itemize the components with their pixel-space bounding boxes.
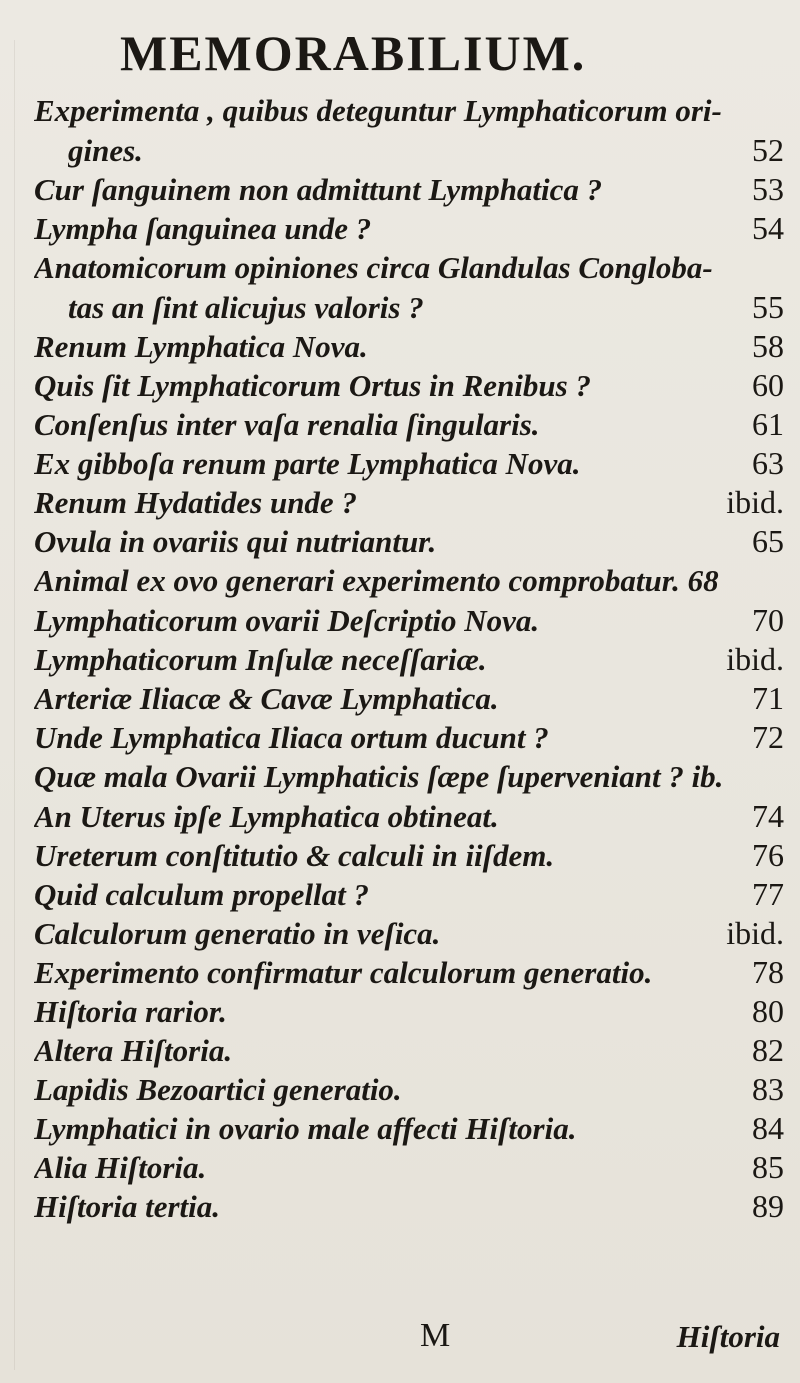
running-head: MEMORABILIUM. (120, 25, 587, 81)
page-edge-shadow (14, 40, 15, 1370)
entry-page: 55 (752, 289, 784, 325)
index-entry (34, 561, 784, 601)
index-entry (34, 405, 784, 444)
entry-page: 85 (752, 1149, 784, 1185)
entry-title: Ureterum conſtitutio & calculi in iiſdem. (34, 838, 555, 873)
index-entry (34, 797, 784, 836)
catchword: Hiſtoria (676, 1319, 780, 1354)
entry-title: Experimenta , quibus deteguntur Lymphaticorum ori- (34, 93, 722, 128)
entry-title: Ex gibboſa renum parte Lymphatica Nova. (34, 446, 581, 481)
index-entry (34, 718, 784, 757)
entry-page: ibid. (726, 484, 784, 520)
entry-title: Lapidis Bezoartici generatio. (34, 1072, 402, 1107)
entry-title: Hiſtoria tertia. (34, 1189, 220, 1224)
entry-page: 77 (752, 876, 784, 912)
entry-title: Calculorum generatio in veſica. (34, 916, 441, 951)
entry-title: Lymphaticorum ovarii Deſcriptio Nova. (34, 603, 540, 638)
index-entry (34, 757, 784, 797)
entry-page: 58 (752, 328, 784, 364)
index-entry (34, 875, 784, 914)
entry-page: 83 (752, 1071, 784, 1107)
entry-page: 61 (752, 406, 784, 442)
entry-title: gines. (68, 133, 143, 168)
entry-page: 74 (752, 798, 784, 834)
index-entry (34, 483, 784, 522)
entry-page: 78 (752, 954, 784, 990)
page-footer (0, 1317, 800, 1367)
entry-page: ibid. (726, 915, 784, 951)
entry-title: An Uterus ipſe Lymphatica obtineat. (34, 799, 499, 834)
entry-page: 80 (752, 993, 784, 1029)
entry-title: Quæ mala Ovarii Lymphaticis ſæpe ſuperveniant ? ib. (34, 759, 724, 794)
index-entry (34, 1187, 784, 1226)
entry-page: 65 (752, 523, 784, 559)
index-entry (34, 248, 784, 288)
entry-page: ibid. (726, 641, 784, 677)
entry-title: Renum Lymphatica Nova. (34, 329, 368, 364)
entry-title: Experimento confirmatur calculorum generatio. (34, 955, 653, 990)
entry-page: 89 (752, 1188, 784, 1224)
index-entry (34, 601, 784, 640)
entry-page: 84 (752, 1110, 784, 1146)
index-entry (34, 1148, 784, 1187)
index-entry (34, 992, 784, 1031)
entry-title: Renum Hydatides unde ? (34, 485, 357, 520)
index-entry (34, 1070, 784, 1109)
entry-page: 72 (752, 719, 784, 755)
index-entry (34, 170, 784, 209)
index-entry (34, 679, 784, 718)
index-entry (34, 1109, 784, 1148)
index-entry (34, 131, 784, 170)
index-entry (34, 836, 784, 875)
entry-title: Quis ſit Lymphaticorum Ortus in Renibus ? (34, 368, 591, 403)
entry-title: Conſenſus inter vaſa renalia ſingularis. (34, 407, 540, 442)
signature-mark: M (420, 1317, 451, 1354)
index-entry (34, 444, 784, 483)
entry-title: Quid calculum propellat ? (34, 877, 369, 912)
entry-title: Unde Lymphatica Iliaca ortum ducunt ? (34, 720, 549, 755)
entry-title: Altera Hiſtoria. (34, 1033, 233, 1068)
index-entry (34, 327, 784, 366)
entry-page: 70 (752, 602, 784, 638)
index-entry (34, 640, 784, 679)
entry-page: 54 (752, 210, 784, 246)
index-entry (34, 914, 784, 953)
index-entry (34, 953, 784, 992)
index-entry (34, 91, 784, 131)
entry-page: 76 (752, 837, 784, 873)
index-list (34, 91, 784, 1226)
entry-page: 63 (752, 445, 784, 481)
index-entry (34, 288, 784, 327)
entry-title: Lymphatici in ovario male affecti Hiſtoria. (34, 1111, 577, 1146)
entry-title: Arteriæ Iliacæ & Cavæ Lymphatica. (34, 681, 499, 716)
index-entry (34, 366, 784, 405)
entry-title: Ovula in ovariis qui nutriantur. (34, 524, 437, 559)
index-entry (34, 1031, 784, 1070)
entry-title: Animal ex ovo generari experimento comprobatur. 68 (34, 563, 719, 598)
entry-title: Lympha ſanguinea unde ? (34, 211, 372, 246)
index-entry (34, 522, 784, 561)
entry-title: Hiſtoria rarior. (34, 994, 227, 1029)
entry-page: 71 (752, 680, 784, 716)
entry-title: Lymphaticorum Inſulæ neceſſariæ. (34, 642, 487, 677)
entry-title: Cur ſanguinem non admittunt Lymphatica ? (34, 172, 603, 207)
entry-title: Alia Hiſtoria. (34, 1150, 207, 1185)
index-entry (34, 209, 784, 248)
entry-page: 60 (752, 367, 784, 403)
entry-page: 53 (752, 171, 784, 207)
entry-page: 52 (752, 132, 784, 168)
entry-title: tas an ſint alicujus valoris ? (68, 290, 424, 325)
entry-page: 82 (752, 1032, 784, 1068)
entry-title: Anatomicorum opiniones circa Glandulas Congloba- (34, 250, 713, 285)
